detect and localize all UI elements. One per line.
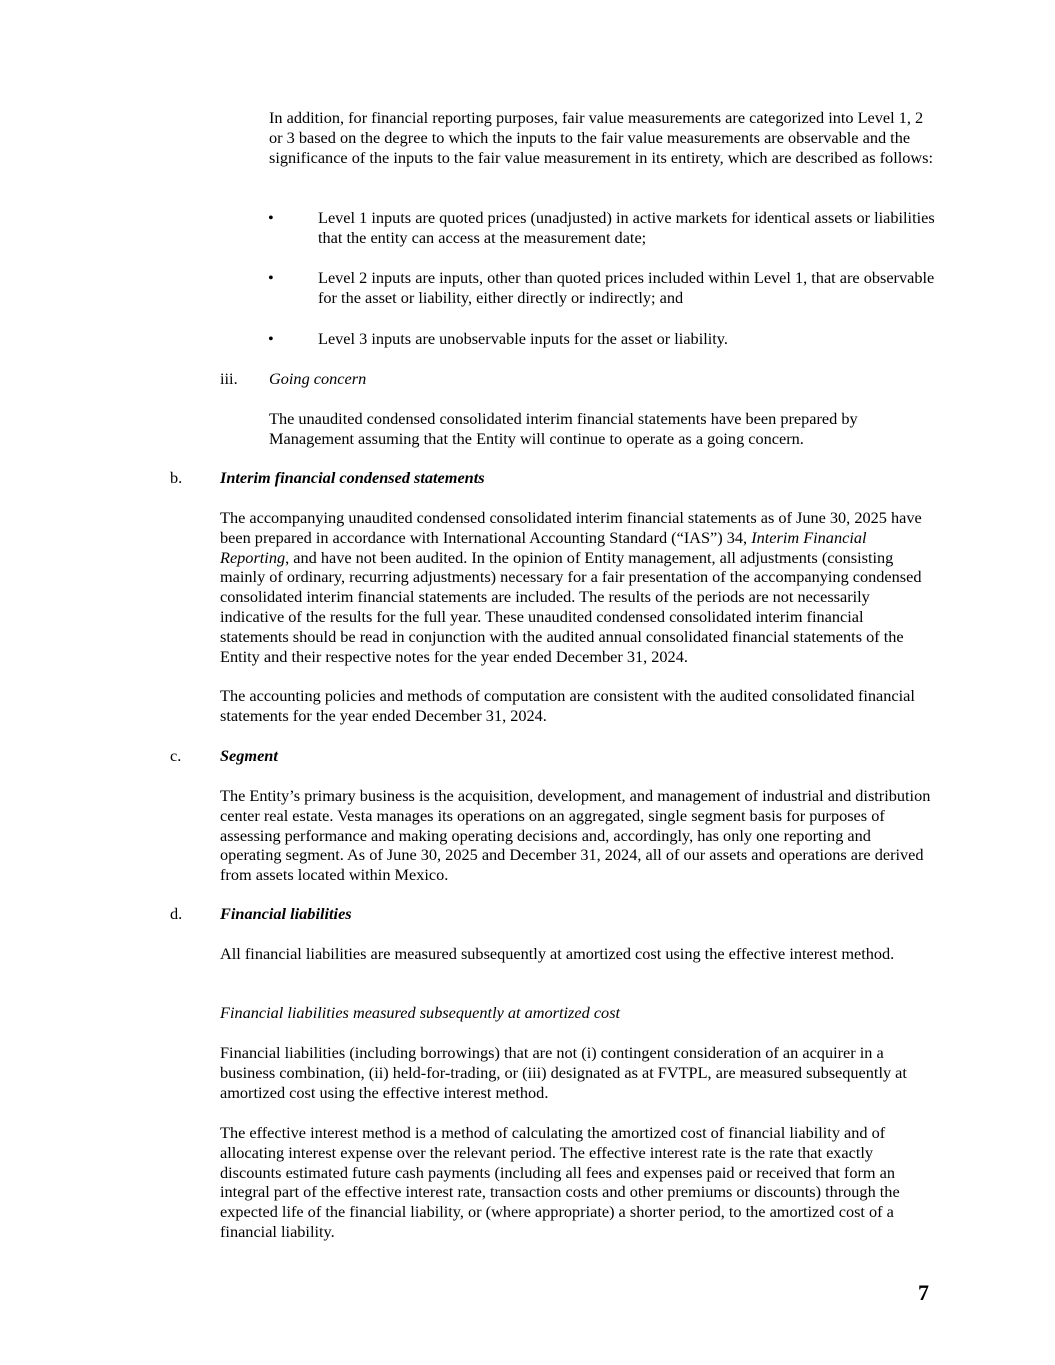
section-b-label: b. (170, 468, 183, 487)
borrowings-paragraph: Financial liabilities (including borrowings) that are not (i) contingent consideration of an acquirer in a business combination, (ii) held-for-trading, or (iii) designated as at FVTPL, are measured subsequently at amortized cost using the effective interest method. (220, 1043, 907, 1102)
bullet-level-3: Level 3 inputs are unobservable inputs for the asset or liability. (318, 329, 728, 348)
segment-paragraph: The Entity’s primary business is the acquisition, development, and management of industrial and distribution center real estate. Vesta manages its operations on an aggregated, single segment basis for purposes of assessing performance and making operating decisions and, accordingly, has only one reporting and operating segment. As of June 30, 2025 and December 31, 2024, all of our assets and operations are derived from assets located within Mexico. (220, 786, 931, 885)
bullet-icon: • (268, 268, 274, 287)
bullet-icon: • (268, 329, 274, 348)
interim-statements-paragraph (220, 508, 936, 666)
section-b-title: Interim financial condensed statements (220, 468, 485, 487)
section-c-label: c. (170, 746, 182, 765)
accounting-policies-paragraph: The accounting policies and methods of computation are consistent with the audited consolidated financial statements for the year ended December 31, 2024. (220, 686, 915, 725)
section-c-title: Segment (220, 746, 278, 765)
bullet-level-2: Level 2 inputs are inputs, other than quoted prices included within Level 1, that are observable for the asset or liability, either directly or indirectly; and (318, 268, 935, 307)
section-iii-title: Going concern (269, 369, 367, 388)
section-d-label: d. (170, 904, 183, 923)
fair-value-intro-paragraph: In addition, for financial reporting purposes, fair value measurements are categorized into Level 1, 2 or 3 based on the degree to which the inputs to the fair value measurements are observable and the significance of the inputs to the fair value measurement in its entirety, which are described as follows: (269, 108, 934, 167)
amortized-cost-subtitle: Financial liabilities measured subsequently at amortized cost (220, 1003, 621, 1022)
paragraph-text: The accompanying unaudited condensed consolidated interim financial statements as of June 30, 2025 have been prepared in accordance with International Accounting Standard (“IAS”) 34, (220, 508, 922, 547)
going-concern-paragraph: The unaudited condensed consolidated interim financial statements have been prepared by Management assuming that the Entity will continue to operate as a going concern. (269, 409, 858, 448)
page-number: 7 (918, 1280, 929, 1305)
bullet-icon: • (268, 208, 274, 227)
section-d-title: Financial liabilities (220, 904, 352, 923)
standard-name: Interim Financial Reporting (220, 527, 867, 567)
section-iii-label: iii. (220, 369, 238, 388)
bullet-level-1: Level 1 inputs are quoted prices (unadjusted) in active markets for identical assets or liabilities that the entity can access at the measurement date; (318, 208, 935, 247)
paragraph-text: , and have not been audited. In the opinion of Entity management, all adjustments (consisting mainly of ordinary, recurring adjustments) necessary for a fair presentation of the accompanying condensed consolidated interim financial statements are included. The results of the periods are not necessarily indicative of the results for the full year. These unaudited condensed consolidated interim financial statements should be read in conjunction with the audited annual consolidated financial statements of the Entity and their respective notes for the year ended December 31, 2024. (220, 547, 922, 666)
effective-interest-paragraph: The effective interest method is a method of calculating the amortized cost of financial liability and of allocating interest expense over the relevant period. The effective interest rate is the rate that exactly discounts estimated future cash payments (including all fees and expenses paid or received that form an integral part of the effective interest rate, transaction costs and other premiums or discounts) through the expected life of the financial liability, or (where appropriate) a shorter period, to the amortized cost of a financial liability. (220, 1123, 900, 1241)
financial-liabilities-paragraph: All financial liabilities are measured subsequently at amortized cost using the effective interest method. (220, 944, 895, 963)
